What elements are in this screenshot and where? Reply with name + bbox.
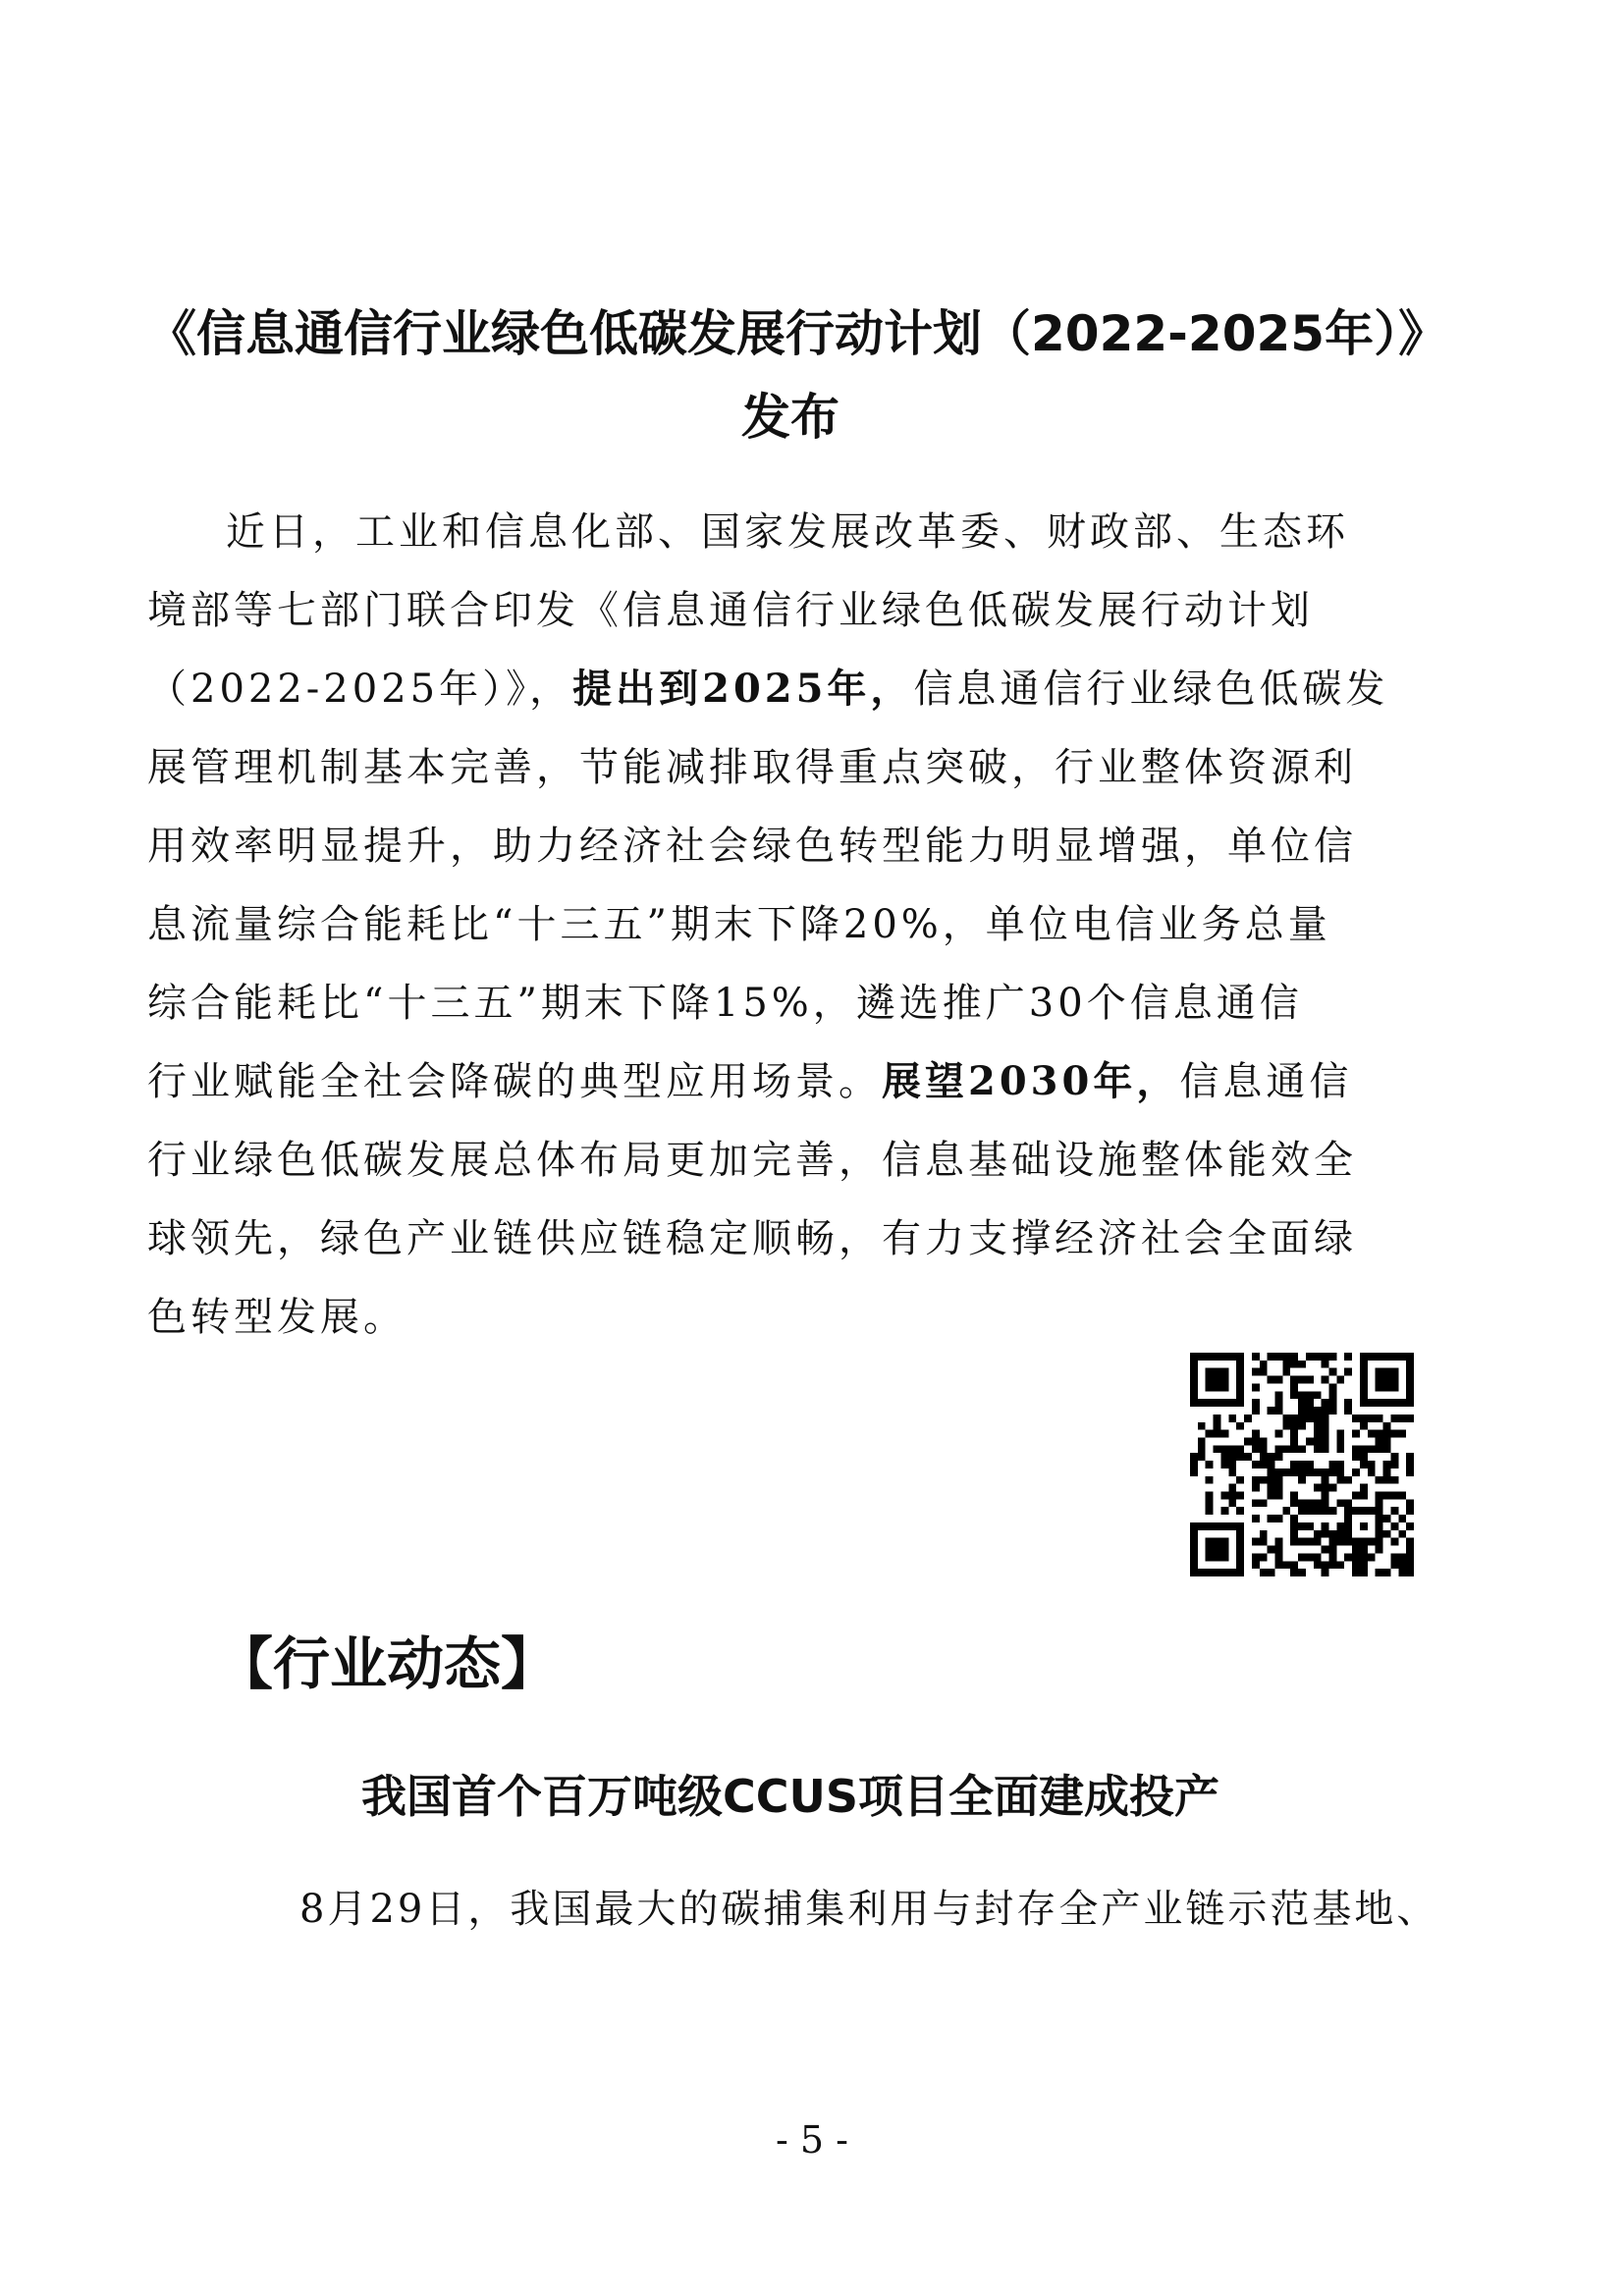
section-title: 【行业动态】 xyxy=(216,1630,559,1697)
body-line xyxy=(147,1042,1443,1121)
body-line xyxy=(147,493,1443,571)
text-run: 信息通信 xyxy=(1179,1059,1353,1104)
body-line xyxy=(147,728,1443,807)
article-body xyxy=(147,493,1443,1357)
text-run: 信息通信行业绿色低碳发 xyxy=(913,667,1389,712)
text-run: 境部等七部门联合印发《信息通信行业绿色低碳发展行动计划 xyxy=(147,588,1314,633)
body-line xyxy=(147,571,1443,650)
text-run: （2022-2025年）》， xyxy=(147,667,573,712)
body-line xyxy=(147,1278,1443,1357)
body-line xyxy=(147,964,1443,1042)
text-run: 息流量综合能耗比“十三五”期末下降20%，单位电信业务总量 xyxy=(147,902,1331,947)
body-line xyxy=(147,885,1443,964)
bold-phrase: 提出到2025年， xyxy=(572,666,914,712)
body-line xyxy=(147,1121,1443,1200)
news-title: 我国首个百万吨级CCUS项目全面建成投产 xyxy=(361,1770,1219,1823)
text-run: 近日，工业和信息化部、国家发展改革委、财政部、生态环 xyxy=(226,509,1349,555)
news-paragraph: 8月29日，我国最大的碳捕集利用与封存全产业链示范基地、 xyxy=(299,1887,1439,1932)
text-run: 展管理机制基本完善，节能减排取得重点突破，行业整体资源利 xyxy=(147,745,1357,790)
text-run: 色转型发展。 xyxy=(147,1295,406,1340)
body-line xyxy=(147,1200,1443,1278)
article-title-line1: 《信息通信行业绿色低碳发展行动计划（2022-2025年）》 xyxy=(147,305,1448,362)
body-line xyxy=(147,807,1443,885)
text-run: 综合能耗比“十三五”期末下降15%，遴选推广30个信息通信 xyxy=(147,981,1303,1026)
qr-code xyxy=(1190,1353,1414,1576)
text-run: 行业赋能全社会降碳的典型应用场景。 xyxy=(147,1059,882,1104)
page-number: - 5 - xyxy=(775,2118,848,2162)
bold-phrase: 展望2030年， xyxy=(882,1058,1180,1104)
text-run: 行业绿色低碳发展总体布局更加完善，信息基础设施整体能效全 xyxy=(147,1138,1357,1183)
text-run: 球领先，绿色产业链供应链稳定顺畅，有力支撑经济社会全面绿 xyxy=(147,1216,1357,1261)
text-run: 用效率明显提升，助力经济社会绿色转型能力明显增强，单位信 xyxy=(147,824,1357,869)
body-line xyxy=(147,650,1443,728)
article-title-line2: 发布 xyxy=(741,389,839,446)
